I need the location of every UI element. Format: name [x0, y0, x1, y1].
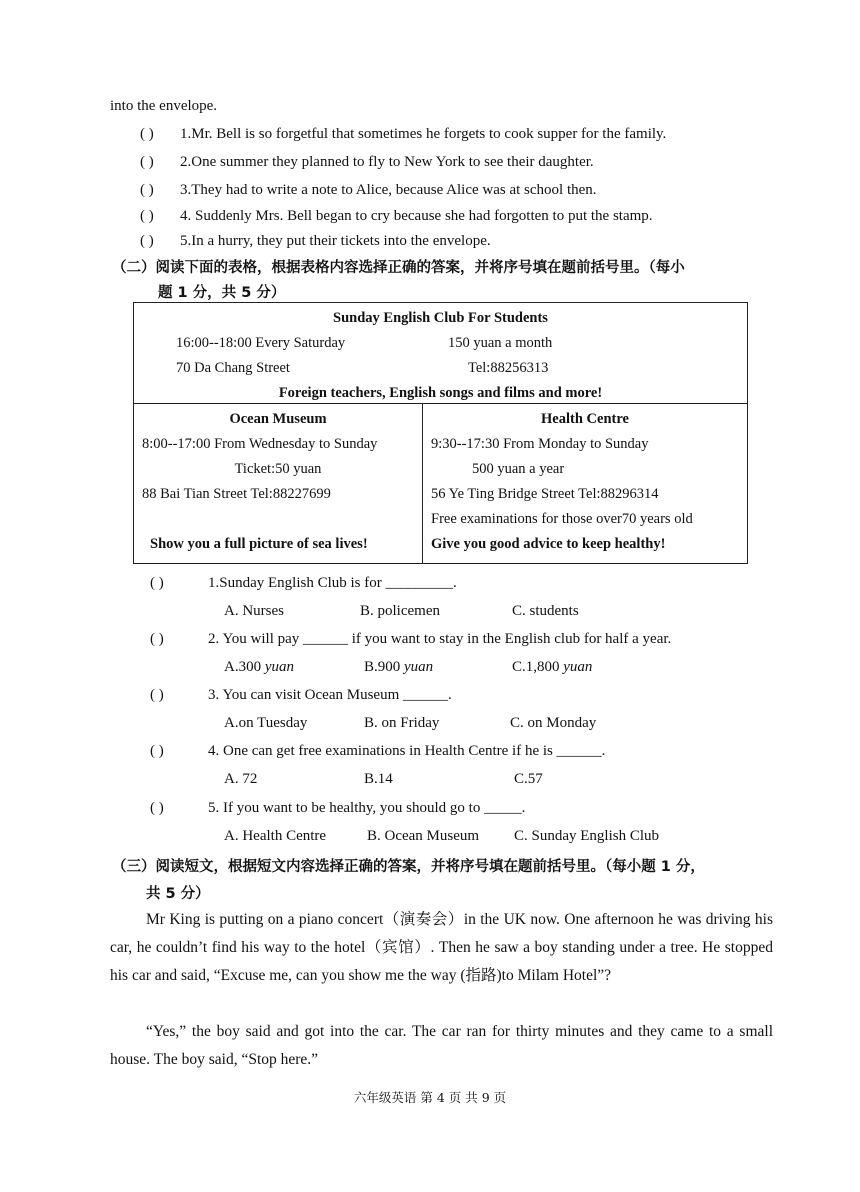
answer-bracket[interactable]: ( ): [140, 154, 154, 170]
option-b[interactable]: B. Ocean Museum: [367, 828, 480, 844]
club-price: 150 yuan a month: [448, 335, 553, 351]
section-heading: （二）阅读下面的表格，根据表格内容选择正确的答案，并将序号填在题前括号里。（每小: [112, 260, 685, 276]
museum-ticket: Ticket:50 yuan: [234, 461, 322, 477]
health-note: Free examinations for those over70 years old: [431, 511, 693, 527]
info-table: [133, 302, 748, 564]
option-b[interactable]: B. on Friday: [364, 715, 440, 731]
passage-paragraph-1: Mr King is putting on a piano concert（演奏会）in the UK now. One afternoon he was driving his car, he couldn’t find his way to the hotel（宾馆）. Then he saw a boy standing under a tree. He stopped his car and said, “Excuse me, can you show me the way (指路)to Milam Hotel”?: [110, 911, 773, 984]
option-c[interactable]: C. Sunday English Club: [514, 828, 660, 844]
option-c[interactable]: C. on Monday: [510, 715, 597, 731]
options-row: [224, 769, 543, 789]
item-text: 3.They had to write a note to Alice, because Alice was at school then.: [180, 182, 597, 198]
option-b[interactable]: B.900 yuan: [364, 659, 434, 675]
item-text: 5.In a hurry, they put their tickets into the envelope.: [180, 233, 491, 249]
option-c[interactable]: C.1,800 yuan: [512, 659, 593, 675]
health-time: 9:30--17:30 From Monday to Sunday: [431, 436, 649, 452]
question-2: [150, 629, 671, 649]
club-slogan: Foreign teachers, English songs and films and more!: [278, 385, 603, 401]
options-row: [224, 601, 579, 621]
page-footer: 六年级英语 第 4 页 共 9 页: [353, 1090, 507, 1105]
answer-bracket[interactable]: ( ): [150, 575, 164, 591]
options-row: [224, 713, 596, 733]
list-item: [140, 124, 666, 144]
health-title: Health Centre: [541, 411, 629, 427]
museum-slogan: Show you a full picture of sea lives!: [150, 536, 368, 552]
list-item: [140, 231, 491, 251]
answer-bracket[interactable]: ( ): [140, 126, 154, 142]
question-5: [150, 798, 525, 818]
option-a[interactable]: A. Nurses: [224, 603, 284, 619]
table-row-club: [134, 303, 747, 404]
museum-time: 8:00--17:00 From Wednesday to Sunday: [142, 436, 378, 452]
answer-bracket[interactable]: ( ): [150, 743, 164, 759]
question-text: 4. One can get free examinations in Health Centre if he is ______.: [208, 743, 606, 759]
question-text: 1.Sunday English Club is for _________.: [208, 575, 457, 591]
answer-bracket[interactable]: ( ): [150, 631, 164, 647]
health-address: 56 Ye Ting Bridge Street Tel:88296314: [431, 486, 659, 502]
section-heading-cont: 题 1 分，共 5 分）: [158, 285, 286, 301]
section-heading-cont: 共 5 分）: [146, 886, 210, 902]
item-text: 1.Mr. Bell is so forgetful that sometimes he forgets to cook supper for the family.: [180, 126, 667, 142]
health-slogan: Give you good advice to keep healthy!: [431, 536, 666, 552]
options-row: [224, 657, 592, 677]
text-fragment: into the envelope.: [110, 98, 218, 114]
club-address: 70 Da Chang Street: [176, 360, 290, 376]
question-text: 5. If you want to be healthy, you should go to _____.: [208, 800, 526, 816]
option-c[interactable]: C. students: [512, 603, 579, 619]
club-tel: Tel:88256313: [468, 360, 549, 376]
passage-paragraph-2: “Yes,” the boy said and got into the car. The car ran for thirty minutes and they came to a small house. The boy said, “Stop here.”: [110, 1023, 773, 1068]
option-c[interactable]: C.57: [514, 771, 543, 787]
question-text: 3. You can visit Ocean Museum ______.: [208, 687, 452, 703]
item-text: 2.One summer they planned to fly to New York to see their daughter.: [180, 154, 594, 170]
list-item: [140, 180, 597, 200]
item-text: 4. Suddenly Mrs. Bell began to cry because she had forgotten to put the stamp.: [180, 208, 653, 224]
option-b[interactable]: B. policemen: [360, 603, 440, 619]
question-1: [150, 573, 457, 593]
answer-bracket[interactable]: ( ): [150, 800, 164, 816]
list-item: [140, 152, 594, 172]
answer-bracket[interactable]: ( ): [150, 687, 164, 703]
club-title: Sunday English Club For Students: [333, 310, 548, 326]
option-b[interactable]: B.14: [364, 771, 393, 787]
option-a[interactable]: A. Health Centre: [224, 828, 327, 844]
question-text: 2. You will pay ______ if you want to stay in the English club for half a year.: [208, 631, 672, 647]
museum-address: 88 Bai Tian Street Tel:88227699: [142, 486, 331, 502]
section-heading: （三）阅读短文，根据短文内容选择正确的答案，并将序号填在题前括号里。（每小题 1 分，: [112, 859, 705, 875]
list-item: [140, 206, 653, 226]
options-row: [224, 826, 659, 846]
museum-title: Ocean Museum: [229, 411, 327, 427]
answer-bracket[interactable]: ( ): [140, 233, 154, 249]
question-4: [150, 741, 605, 761]
answer-bracket[interactable]: ( ): [140, 182, 154, 198]
option-a[interactable]: A.on Tuesday: [224, 715, 308, 731]
option-a[interactable]: A. 72: [224, 771, 258, 787]
club-time: 16:00--18:00 Every Saturday: [176, 335, 346, 351]
option-a[interactable]: A.300 yuan: [224, 659, 295, 675]
answer-bracket[interactable]: ( ): [140, 208, 154, 224]
question-3: [150, 685, 452, 705]
health-price: 500 yuan a year: [472, 461, 565, 477]
